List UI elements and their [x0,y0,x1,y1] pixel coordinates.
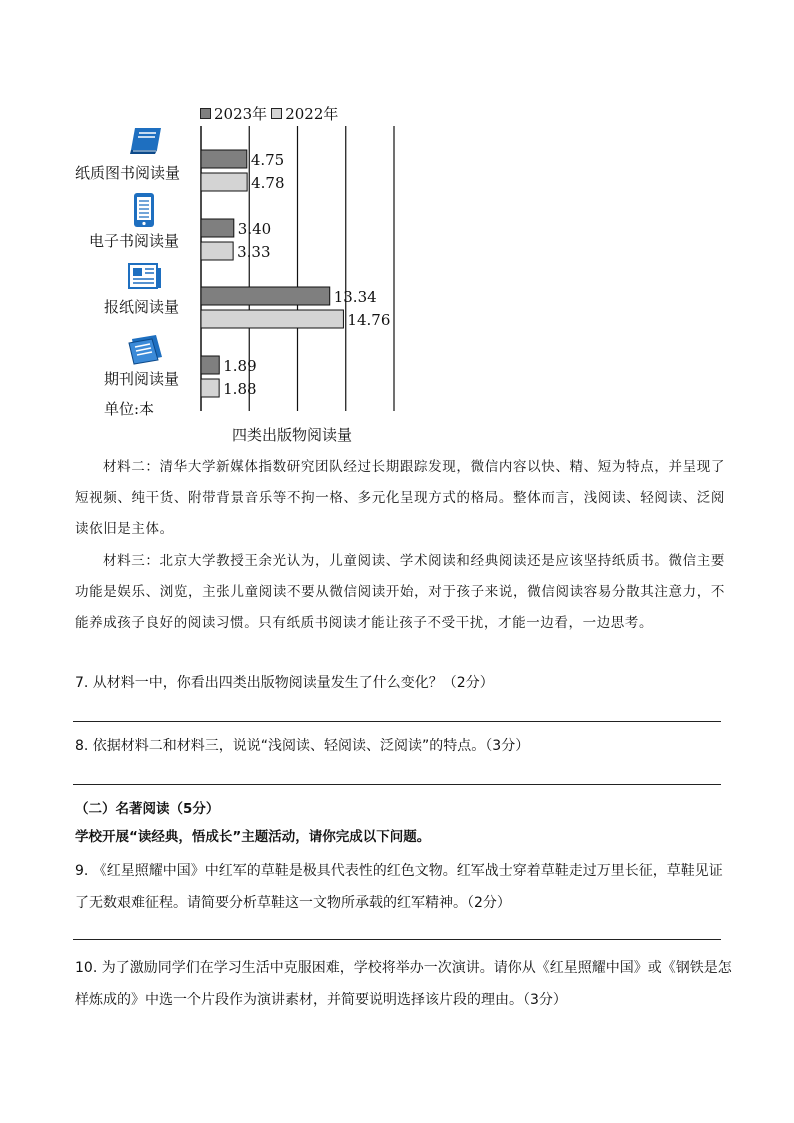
book-icon [127,124,167,160]
category-label-ebooks: 电子书阅读量 [89,232,180,250]
bar-2022年-1 [201,242,233,260]
category-label-newspapers: 报纸阅读量 [104,298,180,316]
data-label: 4.78 [251,174,285,192]
data-label: 13.34 [333,288,377,306]
category-label-paper-books: 纸质图书阅读量 [75,164,181,182]
bar-2023年-0 [201,150,247,168]
data-label: 3.33 [237,243,271,261]
answer-line-q9[interactable] [73,939,721,940]
bar-2022年-2 [201,310,343,328]
tablet-icon [133,192,155,232]
material-three-paragraph: 材料三：北京大学教授王余光认为，儿童阅读、学术阅读和经典阅读还是应该坚持纸质书。微信主要功能是娱乐、浏览，主张儿童阅读不要从微信阅读开始，对于孩子来说，微信阅读容易分散其注意力，不能养成孩子良好的阅读习惯。只有纸质书阅读才能让孩子不受干扰，才能一边看，一边思考。 [75,553,725,631]
data-label: 3.40 [237,220,272,238]
bar-2023年-1 [201,219,234,237]
newspaper-icon [127,262,163,294]
unit-label: 单位:本 [104,400,155,418]
question-8: 8. 依据材料二和材料三，说说“浅阅读、轻阅读、泛阅读”的特点。（3分） [75,738,530,754]
answer-line-q8[interactable] [73,784,721,785]
answer-line-q7[interactable] [73,721,721,722]
bar-2022年-0 [201,173,247,191]
legend-label-2022: 2022年 [285,105,339,123]
chart-title: 四类出版物阅读量 [232,426,353,444]
data-label: 1.88 [223,380,257,398]
bar-2022年-3 [201,379,219,397]
data-label: 14.76 [347,311,391,329]
legend-label-2023: 2023年 [214,105,268,123]
data-label: 4.75 [250,151,285,169]
data-label: 1.89 [223,357,257,375]
question-7: 7. 从材料一中，你看出四类出版物阅读量发生了什么变化？（2分） [75,675,494,691]
category-label-periodicals: 期刊阅读量 [104,370,180,388]
bar-2023年-2 [201,287,330,305]
material-two-paragraph: 材料二：清华大学新媒体指数研究团队经过长期跟踪发现，微信内容以快、精、短为特点，并呈现了短视频、纯干货、附带背景音乐等不拘一格、多元化呈现方式的格局。整体而言，浅阅读、轻阅读、泛阅读依旧是主体。 [75,459,725,537]
section-intro: 学校开展“读经典，悟成长”主题活动，请你完成以下问题。 [75,829,431,845]
question-10: 10. 为了激励同学们在学习生活中克服困难，学校将举办一次演讲。请你从《红星照耀中国》或《钢铁是怎样炼成的》中选一个片段作为演讲素材，并简要说明选择该片段的理由。（3分） [75,960,732,1008]
bar-2023年-3 [201,356,219,374]
section-title-classics: （二）名著阅读（5分） [75,801,220,817]
magazine-icon [126,333,166,369]
question-9: 9. 《红星照耀中国》中红军的草鞋是极具代表性的红色文物。红军战士穿着草鞋走过万里长征，草鞋见证了无数艰难征程。请简要分析草鞋这一文物所承载的红军精神。（2分） [75,863,723,911]
